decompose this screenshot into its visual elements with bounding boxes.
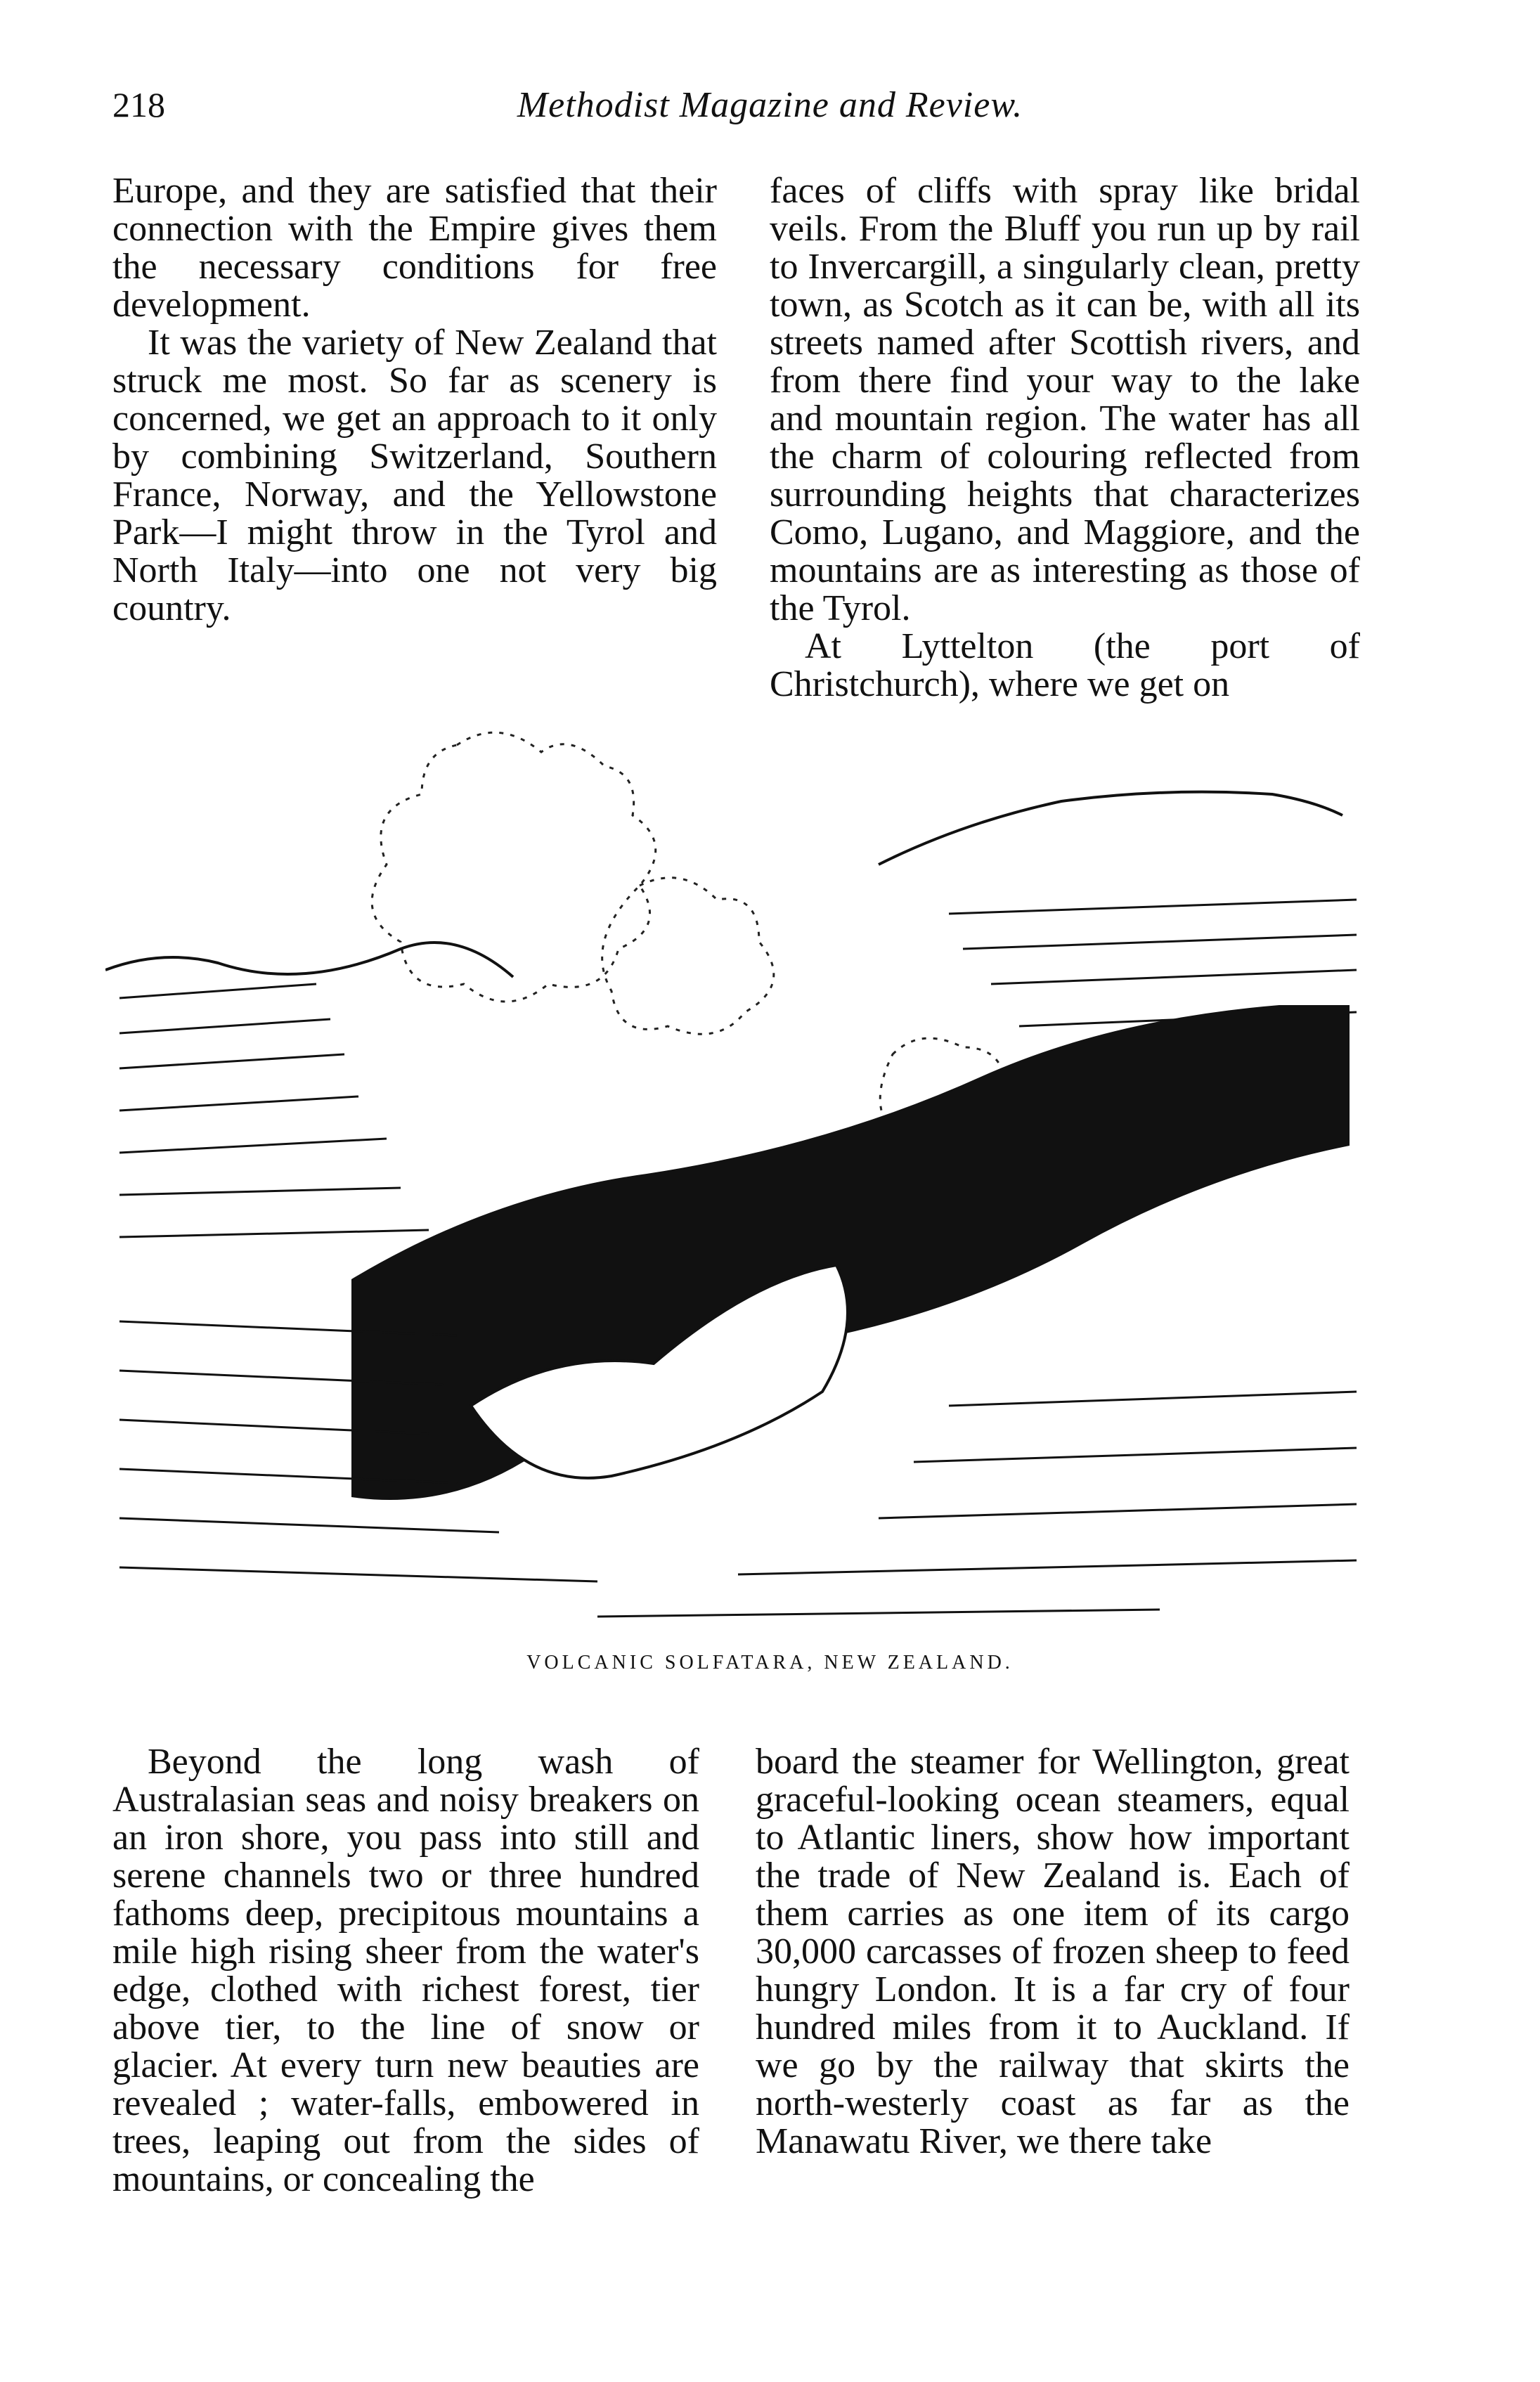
paragraph: Europe, and they are satisfied that their connection with the Empire gives them the necessary conditions for free development. [112,171,717,325]
left-hills [105,943,513,977]
volcanic-solfatara-engraving [105,703,1371,1638]
paragraph: At Lyttelton (the port of Christchurch), where we get on [770,626,1360,704]
page-number: 218 [112,85,165,124]
paragraph: It was the variety of New Zealand that struck me most. So far as scenery is concerned, we get an approach to it only by combining Switzerland, Southern France, Norway, and the Yellowstone Park—I might throw in the Tyrol and North Italy—into one not very big country. [112,323,717,628]
column-top-left [112,172,717,678]
paragraph: Beyond the long wash of Australasian seas and noisy breakers on an iron shore, you pass into still and serene channels two or three hundred fathoms deep, precipitous mountains a mile high rising sheer from the water's edge, clothed with richest forest, tier above tier, to the line of snow or glacier. At every turn new beauties are revealed ; water-falls, embowered in trees, leaping out from the sides of mountains, or concealing the [112,1742,699,2199]
steam-cloud [372,732,1011,1155]
column-top-right [770,172,1360,791]
distant-mountains [879,792,1342,865]
paragraph: faces of cliffs with spray like bridal veils. From the Bluff you run up by rail to Invercargill, a singularly clean, pretty town, as Scotch as it can be, with all its streets named after Scottish rivers, and from there find your way to the lake and mountain region. The water has all the charm of colouring reflected from surrounding heights that characterizes Como, Lugano, and Maggiore, and the mountains are as interesting as those of the Tyrol. [770,171,1360,628]
illustration-caption: VOLCANIC SOLFATARA, NEW ZEALAND. [526,1652,1014,1674]
column-bottom-left [112,1743,699,2319]
column-bottom-right [756,1743,1350,2319]
paragraph: board the steamer for Wellington, great graceful-looking ocean steamers, equal to Atlantic liners, show how important the trade of New Zealand is. Each of them carries as one item of its cargo 30,000 carcasses of frozen sheep to feed hungry London. It is a far cry of four hundred miles from it to Auckland. If we go by the railway that skirts the north-westerly coast as far as the Manawatu River, we there take [756,1742,1350,2161]
running-title: Methodist Magazine and Review. [517,85,1023,125]
page-header [0,84,1540,141]
